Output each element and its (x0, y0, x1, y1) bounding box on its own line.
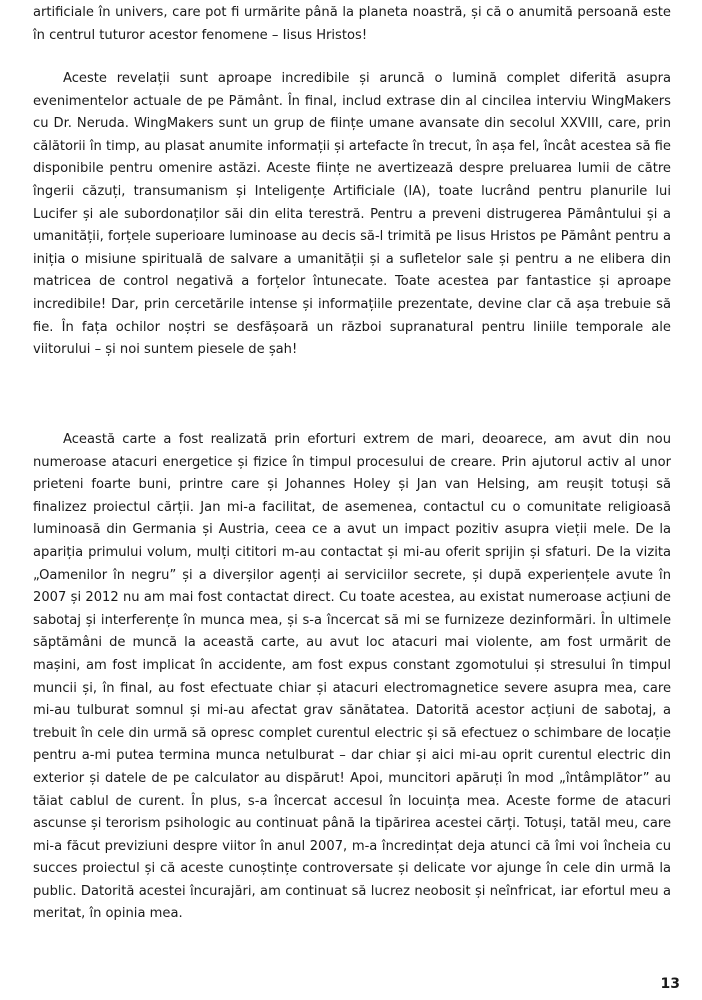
paragraph-continuation: artificiale în univers, care pot fi urmărite până la planeta noastră, și că o anumită persoană este în centrul tuturor acestor fenomene – Iisus Hristos! (33, 5, 671, 43)
paragraph-wingmakers: Aceste revelații sunt aproape incredibile și aruncă o lumină complet diferită asupra evenimentelor actuale de pe Pământ. În final, includ extrase din al cincilea interviu WingMakers cu Dr. Neruda. WingMakers sunt un grup de ființe umane avansate din secolul XXVIII, care, prin călătorii în timp, au plasat anumite informații și artefacte în trecut, în așa fel, încât acestea să fie disponibile pentru omenire astăzi. Aceste ființe ne avertizează despre preluarea lumii de către îngerii căzuți, transumanism și Inteligențe Artificiale (IA), toate lucrând pentru planurile lui Lucifer și ale subordonaților săi din elita terestră. Pentru a preveni distrugerea Pământului și a umanității, forțele superioare luminoase au decis să-l trimită pe Iisus Hristos pe Pământ pentru a iniția o misiune spirituală de salvare a umanității și a sufletelor sale și pentru a ne elibera din matricea de control negativă a forțelor întunecate. Toate acestea par fantastice și aproape incredibile! Dar, prin cercetările intense și informațiile prezentate, devine clar că așa trebuie să fie. În fața ochilor noștri se desfășoară un război supranatural pentru liniile temporale ale viitorului – și noi suntem piesele de șah! (33, 71, 671, 358)
paragraph-book-creation: Această carte a fost realizată prin eforturi extrem de mari, deoarece, am avut din nou numeroase atacuri energetice și fizice în timpul procesului de creare. Prin ajutorul activ al unor prieteni foarte buni, printre care și Johannes Holey și Jan van Helsing, am reușit totuși să finalizez proiectul cărții. Jan mi-a facilitat, de asemenea, contactul cu o comunitate religioasă luminoasă din Germania și Austria, ceea ce a avut un impact pozitiv asupra vieții mele. De la apariția primului volum, mulți cititori m-au contactat și mi-au oferit sprijin și sfaturi. De la vizita „Oamenilor în negru” și a diverșilor agenți ai serviciilor secrete, și după experiențele avute în 2007 și 2012 nu am mai fost contactat direct. Cu toate acestea, au existat numeroase acțiuni de sabotaj și interferențe în munca mea, și s-a încercat să mi se furnizeze dezinformări. În ultimele săptămâni de muncă la această carte, au avut loc atacuri mai violente, am fost urmărit de mașini, am fost implicat în accidente, am fost expus constant zgomotului și stresului în timpul muncii și, în final, au fost efectuate chiar și atacuri electromagnetice severe asupra mea, care mi-au tulburat somnul și mi-au afectat grav sănătatea. Datorită acestor acțiuni de sabotaj, a trebuit în cele din urmă să opresc complet curentul electric și să efectuez o schimbare de locație pentru a-mi putea termina munca netulburat – dar chiar și aici mi-au oprit curentul electric din exterior și datele de pe calculator au dispărut! Apoi, muncitori apăruți în mod „întâmplător” au tăiat cablul de curent. În plus, s-a încercat accesul în locuința mea. Aceste forme de atacuri ascunse și terorism psihologic au continuat până la tipărirea acestei cărți. Totuși, tatăl meu, care mi-a făcut previziuni despre viitor în anul 2007, m-a încredințat deja atunci că îmi voi încheia cu succes proiectul și că aceste cunoștințe controversate și delicate vor ajunge în cele din urmă la public. Datorită acestei încurajări, am continuat să lucrez neobosit și neînfricat, iar efortul meu a meritat, în opinia mea. (33, 432, 671, 922)
page-number: 13 (660, 976, 680, 992)
